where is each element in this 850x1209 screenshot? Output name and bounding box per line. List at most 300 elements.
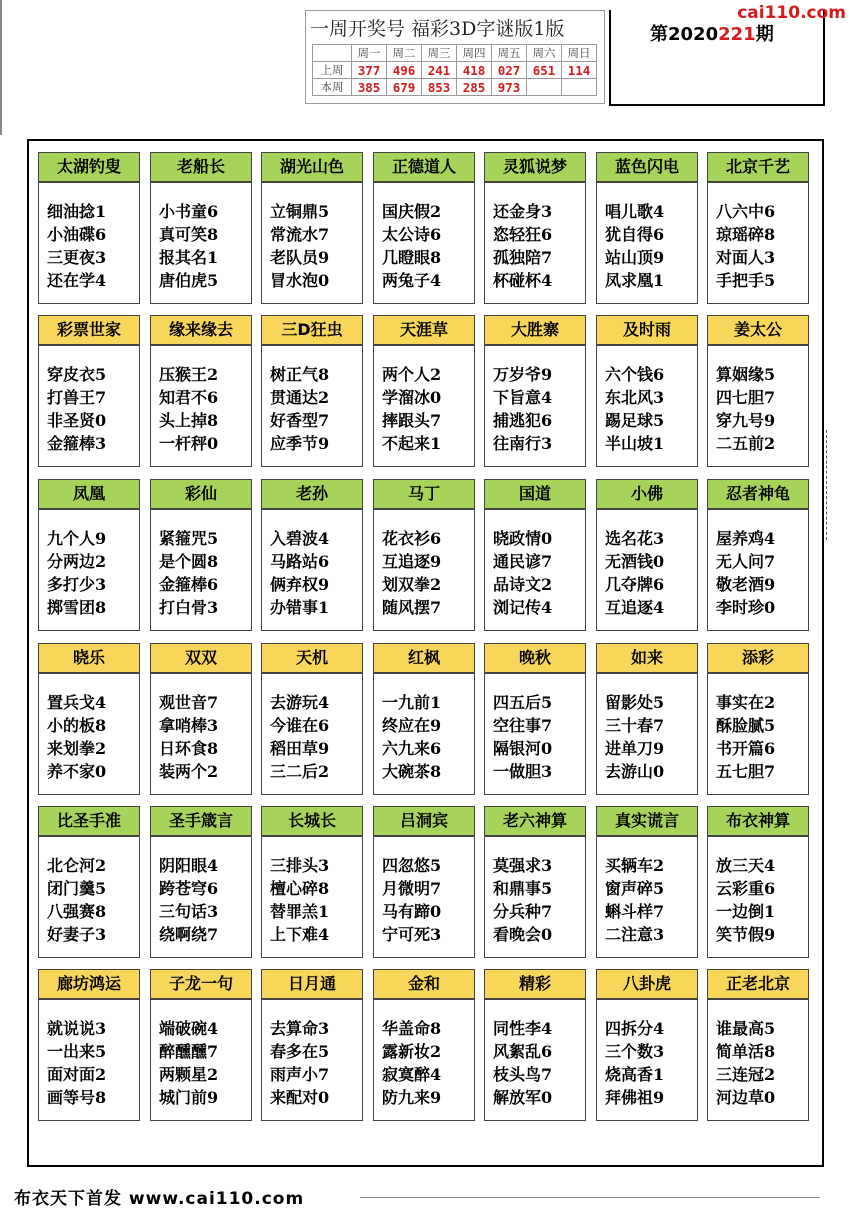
clue-line: 唱儿歌4 xyxy=(605,202,665,221)
clue-line: 国庆假2 xyxy=(382,202,442,221)
clue-line: 知君不6 xyxy=(159,388,219,407)
clue-line: 三二后2 xyxy=(270,762,330,781)
clue-line: 来划拳2 xyxy=(47,739,107,758)
clue-line: 品诗文2 xyxy=(493,575,553,594)
clue-line: 寂寞醉4 xyxy=(382,1065,442,1084)
clue-line: 手把手5 xyxy=(716,271,776,290)
header-title-main: 一周开奖号 xyxy=(310,18,406,40)
puzzle-panel xyxy=(484,479,586,629)
clue-line: 细油捻1 xyxy=(47,202,107,221)
panel-body xyxy=(373,509,475,631)
panel-title: 凤凰 xyxy=(38,479,140,509)
clue-line: 真可笑8 xyxy=(159,225,219,244)
clue-line: 八强赛8 xyxy=(47,902,107,921)
clue-line: 拿哨棒3 xyxy=(159,716,219,735)
panel-title: 彩票世家 xyxy=(38,315,140,345)
clue-line: 春多在5 xyxy=(270,1042,330,1061)
clue-line: 去游山0 xyxy=(605,762,665,781)
clue-line: 露新妆2 xyxy=(382,1042,442,1061)
clue-line: 李时珍0 xyxy=(716,598,776,617)
draw-number xyxy=(527,79,562,96)
clue-line: 恣轻狂6 xyxy=(493,225,553,244)
clue-line: 几夺牌6 xyxy=(605,575,665,594)
clue-line: 二注意3 xyxy=(605,925,665,944)
puzzle-panel xyxy=(484,315,586,465)
clue-line: 酥脸腻5 xyxy=(716,716,776,735)
clue-line: 跨苍穹6 xyxy=(159,879,219,898)
clue-line: 装两个2 xyxy=(159,762,219,781)
day-cell: 周四 xyxy=(457,45,492,62)
clue-line: 穿九号9 xyxy=(716,411,776,430)
puzzle-panel xyxy=(150,969,252,1119)
puzzle-panel xyxy=(707,315,809,465)
clue-line: 是个圆8 xyxy=(159,552,219,571)
header-title-edition: 福彩3D字谜版1版 xyxy=(411,18,565,40)
panel-title: 吕洞宾 xyxy=(373,806,475,836)
day-cell: 周二 xyxy=(387,45,422,62)
panel-body xyxy=(261,345,363,467)
clue-line: 互追逐9 xyxy=(382,552,442,571)
panel-title: 圣手箴言 xyxy=(150,806,252,836)
clue-line: 好妻子3 xyxy=(47,925,107,944)
puzzle-panel xyxy=(373,806,475,956)
clue-line: 窗声碎5 xyxy=(605,879,665,898)
clue-line: 六个钱6 xyxy=(605,365,665,384)
issue-number xyxy=(650,20,774,46)
panel-title: 马丁 xyxy=(373,479,475,509)
clue-line: 两颗星2 xyxy=(159,1065,219,1084)
clue-line: 两兔子4 xyxy=(382,271,442,290)
clue-line: 枝头鸟7 xyxy=(493,1065,553,1084)
panel-title: 正老北京 xyxy=(707,969,809,999)
puzzle-panel xyxy=(596,806,698,956)
day-cell: 周一 xyxy=(352,45,387,62)
panel-body xyxy=(261,999,363,1121)
panel-title: 北京千艺 xyxy=(707,152,809,182)
clue-line: 一做胆3 xyxy=(493,762,553,781)
clue-line: 事实在2 xyxy=(716,693,776,712)
clue-line: 冒水泡0 xyxy=(270,271,330,290)
clue-line: 三连冠2 xyxy=(716,1065,776,1084)
puzzle-panel xyxy=(484,969,586,1119)
panel-body xyxy=(484,509,586,631)
panel-body xyxy=(484,836,586,958)
clue-line: 不起来1 xyxy=(382,434,442,453)
clue-line: 算姻缘5 xyxy=(716,365,776,384)
clue-line: 买辆车2 xyxy=(605,856,665,875)
puzzle-panel xyxy=(261,969,363,1119)
clue-line: 檀心碎8 xyxy=(270,879,330,898)
clue-line: 烧高香1 xyxy=(605,1065,665,1084)
panel-title: 晓乐 xyxy=(38,643,140,673)
panel-title: 忍者神龟 xyxy=(707,479,809,509)
panel-title: 及时雨 xyxy=(596,315,698,345)
panel-body xyxy=(373,836,475,958)
panel-body xyxy=(38,836,140,958)
clue-line: 养不家0 xyxy=(47,762,107,781)
clue-line: 树正气8 xyxy=(270,365,330,384)
clue-line: 通民谚7 xyxy=(493,552,553,571)
clue-line: 替罪羔1 xyxy=(270,902,330,921)
this-week-label: 本周 xyxy=(313,79,352,96)
this-week-row xyxy=(313,79,597,96)
clue-line: 今谁在6 xyxy=(270,716,330,735)
panel-body xyxy=(38,999,140,1121)
panel-body xyxy=(38,345,140,467)
clue-line: 金箍棒3 xyxy=(47,434,107,453)
clue-line: 学溜冰0 xyxy=(382,388,442,407)
clue-line: 无酒钱0 xyxy=(605,552,665,571)
draw-number: 377 xyxy=(352,62,387,79)
panel-body xyxy=(261,836,363,958)
clue-line: 城门前9 xyxy=(159,1088,219,1107)
panel-body xyxy=(707,182,809,304)
clue-line: 摔跟头7 xyxy=(382,411,442,430)
clue-line: 多打少3 xyxy=(47,575,107,594)
puzzle-panel xyxy=(596,643,698,793)
clue-line: 还在学4 xyxy=(47,271,107,290)
header-title xyxy=(310,14,570,41)
day-cell: 周六 xyxy=(527,45,562,62)
panel-title: 缘来缘去 xyxy=(150,315,252,345)
puzzle-panel xyxy=(373,969,475,1119)
panel-body xyxy=(261,673,363,795)
clue-line: 唐伯虎5 xyxy=(159,271,219,290)
panel-body xyxy=(707,836,809,958)
clue-line: 云彩重6 xyxy=(716,879,776,898)
puzzle-panel xyxy=(373,479,475,629)
clue-line: 互追逐4 xyxy=(605,598,665,617)
panel-body xyxy=(150,999,252,1121)
clue-line: 一边倒1 xyxy=(716,902,776,921)
panel-title: 小佛 xyxy=(596,479,698,509)
clue-line: 谁最高5 xyxy=(716,1019,776,1038)
clue-line: 华盖命8 xyxy=(382,1019,442,1038)
panel-title: 晚秋 xyxy=(484,643,586,673)
clue-line: 雨声小7 xyxy=(270,1065,330,1084)
panel-body xyxy=(38,673,140,795)
clue-line: 几瞪眼8 xyxy=(382,248,442,267)
clue-line: 常流水7 xyxy=(270,225,330,244)
panel-title: 太湖钓叟 xyxy=(38,152,140,182)
panel-title: 八卦虎 xyxy=(596,969,698,999)
clue-line: 金箍棒6 xyxy=(159,575,219,594)
clue-line: 解放军0 xyxy=(493,1088,553,1107)
clue-line: 半山坡1 xyxy=(605,434,665,453)
puzzle-panel xyxy=(707,643,809,793)
clue-line: 醉醺醺7 xyxy=(159,1042,219,1061)
clue-line: 简单活8 xyxy=(716,1042,776,1061)
panel-title: 天涯草 xyxy=(373,315,475,345)
panel-title: 日月通 xyxy=(261,969,363,999)
day-cell: 周日 xyxy=(562,45,597,62)
puzzle-panel xyxy=(38,969,140,1119)
clue-line: 闭门羹5 xyxy=(47,879,107,898)
puzzle-panel xyxy=(707,969,809,1119)
draw-number: 651 xyxy=(527,62,562,79)
clue-line: 和鼎事5 xyxy=(493,879,553,898)
clue-line: 三句话3 xyxy=(159,902,219,921)
clue-line: 九个人9 xyxy=(47,529,107,548)
clue-line: 画等号8 xyxy=(47,1088,107,1107)
clue-line: 放三天4 xyxy=(716,856,776,875)
panel-title: 天机 xyxy=(261,643,363,673)
panel-body xyxy=(373,999,475,1121)
panel-body xyxy=(707,999,809,1121)
clue-line: 小书童6 xyxy=(159,202,219,221)
puzzle-panel xyxy=(38,152,140,302)
footer-rule xyxy=(360,1197,820,1198)
draw-number xyxy=(562,79,597,96)
issue-digits: 221 xyxy=(718,24,756,45)
puzzle-panel xyxy=(484,152,586,302)
panel-body xyxy=(596,345,698,467)
clue-line: 办错事1 xyxy=(270,598,330,617)
clue-line: 三十春7 xyxy=(605,716,665,735)
puzzle-panel xyxy=(373,643,475,793)
clue-line: 马有蹄0 xyxy=(382,902,442,921)
clue-line: 下旨意4 xyxy=(493,388,553,407)
puzzle-panel xyxy=(150,643,252,793)
panel-title: 精彩 xyxy=(484,969,586,999)
puzzle-panel xyxy=(150,152,252,302)
clue-line: 报其名1 xyxy=(159,248,219,267)
puzzle-panel xyxy=(38,479,140,629)
draw-number: 496 xyxy=(387,62,422,79)
clue-line: 四拆分4 xyxy=(605,1019,665,1038)
clue-line: 看晚会0 xyxy=(493,925,553,944)
clue-line: 琼瑶碎8 xyxy=(716,225,776,244)
puzzle-panel xyxy=(373,152,475,302)
clue-line: 蝌斗样7 xyxy=(605,902,665,921)
clue-line: 六九来6 xyxy=(382,739,442,758)
panel-body xyxy=(484,182,586,304)
puzzle-panel xyxy=(38,315,140,465)
clue-line: 四五后5 xyxy=(493,693,553,712)
clue-line: 拜佛祖9 xyxy=(605,1088,665,1107)
clue-line: 紧箍咒5 xyxy=(159,529,219,548)
puzzle-panel xyxy=(150,315,252,465)
puzzle-panel xyxy=(261,479,363,629)
clue-line: 面对面2 xyxy=(47,1065,107,1084)
clue-line: 风絮乱6 xyxy=(493,1042,553,1061)
corner-cell xyxy=(313,45,352,62)
puzzle-panel xyxy=(261,643,363,793)
panel-body xyxy=(150,509,252,631)
clue-line: 凤求凰1 xyxy=(605,271,665,290)
clue-line: 留影处5 xyxy=(605,693,665,712)
clue-line: 置兵戈4 xyxy=(47,693,107,712)
panel-body xyxy=(373,673,475,795)
clue-line: 空往事7 xyxy=(493,716,553,735)
clue-line: 两个人2 xyxy=(382,365,442,384)
puzzle-panel xyxy=(38,806,140,956)
clue-line: 入碧波4 xyxy=(270,529,330,548)
panel-body xyxy=(596,509,698,631)
panel-title: 正德道人 xyxy=(373,152,475,182)
left-edge-line xyxy=(0,0,2,135)
clue-line: 无人问7 xyxy=(716,552,776,571)
clue-line: 笑节假9 xyxy=(716,925,776,944)
puzzle-panel xyxy=(373,315,475,465)
site-logo-text[interactable]: cai110.com xyxy=(737,3,846,23)
panel-title: 大胜寨 xyxy=(484,315,586,345)
panel-body xyxy=(707,509,809,631)
clue-line: 上下难4 xyxy=(270,925,330,944)
clue-line: 花衣衫6 xyxy=(382,529,442,548)
clue-line: 好香型7 xyxy=(270,411,330,430)
clue-line: 三个数3 xyxy=(605,1042,665,1061)
draw-number: 285 xyxy=(457,79,492,96)
puzzle-panel xyxy=(150,806,252,956)
panel-body xyxy=(261,182,363,304)
clue-line: 三更夜3 xyxy=(47,248,107,267)
clue-line: 应季节9 xyxy=(270,434,330,453)
puzzle-panel xyxy=(596,315,698,465)
panel-body xyxy=(484,673,586,795)
clue-line: 对面人3 xyxy=(716,248,776,267)
panel-title: 灵狐说梦 xyxy=(484,152,586,182)
panel-body xyxy=(150,836,252,958)
puzzle-panel xyxy=(261,152,363,302)
clue-line: 浏记传4 xyxy=(493,598,553,617)
issue-suffix: 期 xyxy=(755,24,774,45)
clue-line: 小油碟6 xyxy=(47,225,107,244)
clue-line: 大碗茶8 xyxy=(382,762,442,781)
panel-body xyxy=(38,182,140,304)
puzzle-panel xyxy=(596,152,698,302)
clue-line: 端破碗4 xyxy=(159,1019,219,1038)
clue-line: 打兽王7 xyxy=(47,388,107,407)
clue-line: 太公诗6 xyxy=(382,225,442,244)
clue-line: 打白骨3 xyxy=(159,598,219,617)
panel-body xyxy=(150,182,252,304)
panel-title: 双双 xyxy=(150,643,252,673)
panel-title: 蓝色闪电 xyxy=(596,152,698,182)
clue-line: 稻田草9 xyxy=(270,739,330,758)
clue-line: 隔银河0 xyxy=(493,739,553,758)
clue-line: 去算命3 xyxy=(270,1019,330,1038)
clue-line: 防九来9 xyxy=(382,1088,442,1107)
panel-body xyxy=(373,345,475,467)
clue-line: 屋养鸡4 xyxy=(716,529,776,548)
clue-line: 宁可死3 xyxy=(382,925,442,944)
clue-line: 立铜鼎5 xyxy=(270,202,330,221)
clue-line: 观世音7 xyxy=(159,693,219,712)
clue-line: 一九前1 xyxy=(382,693,442,712)
panel-body xyxy=(596,836,698,958)
panel-title: 老六神算 xyxy=(484,806,586,836)
puzzle-panel xyxy=(707,479,809,629)
puzzle-panel xyxy=(261,806,363,956)
panel-body xyxy=(484,999,586,1121)
day-header-row xyxy=(313,45,597,62)
panel-title: 真实谎言 xyxy=(596,806,698,836)
panel-title: 子龙一句 xyxy=(150,969,252,999)
draw-number: 853 xyxy=(422,79,457,96)
clue-line: 随风摆7 xyxy=(382,598,442,617)
last-week-row xyxy=(313,62,597,79)
clue-line: 小的板8 xyxy=(47,716,107,735)
clue-line: 四七胆7 xyxy=(716,388,776,407)
clue-line: 阴阳眼4 xyxy=(159,856,219,875)
panel-body xyxy=(150,673,252,795)
clue-line: 同性李4 xyxy=(493,1019,553,1038)
panel-body xyxy=(707,345,809,467)
draw-number: 418 xyxy=(457,62,492,79)
draw-results-table xyxy=(312,44,597,96)
panel-title: 如来 xyxy=(596,643,698,673)
panel-title: 廊坊鸿运 xyxy=(38,969,140,999)
puzzle-panel xyxy=(484,643,586,793)
draw-number: 973 xyxy=(492,79,527,96)
clue-line: 敬老酒9 xyxy=(716,575,776,594)
clue-line: 河边草0 xyxy=(716,1088,776,1107)
clue-line: 八六中6 xyxy=(716,202,776,221)
draw-number: 114 xyxy=(562,62,597,79)
puzzle-panel xyxy=(596,479,698,629)
clue-line: 去游玩4 xyxy=(270,693,330,712)
clue-line: 二五前2 xyxy=(716,434,776,453)
clue-line: 穿皮衣5 xyxy=(47,365,107,384)
panel-body xyxy=(707,673,809,795)
clue-line: 掷雪团8 xyxy=(47,598,107,617)
clue-line: 进单刀9 xyxy=(605,739,665,758)
clue-line: 来配对0 xyxy=(270,1088,330,1107)
puzzle-panel xyxy=(150,479,252,629)
clue-line: 捕逃犯6 xyxy=(493,411,553,430)
puzzle-panel xyxy=(484,806,586,956)
panel-title: 湖光山色 xyxy=(261,152,363,182)
draw-number: 385 xyxy=(352,79,387,96)
clue-line: 就说说3 xyxy=(47,1019,107,1038)
clue-line: 一杆秤0 xyxy=(159,434,219,453)
clue-line: 还金身3 xyxy=(493,202,553,221)
panel-title: 添彩 xyxy=(707,643,809,673)
clue-line: 老队员9 xyxy=(270,248,330,267)
panel-title: 国道 xyxy=(484,479,586,509)
panel-title: 老船长 xyxy=(150,152,252,182)
panel-body xyxy=(596,999,698,1121)
clue-line: 三排头3 xyxy=(270,856,330,875)
panel-body xyxy=(484,345,586,467)
clue-line: 马路站6 xyxy=(270,552,330,571)
clue-line: 东北风3 xyxy=(605,388,665,407)
clue-line: 选名花3 xyxy=(605,529,665,548)
clue-line: 分兵种7 xyxy=(493,902,553,921)
clue-line: 日环食8 xyxy=(159,739,219,758)
clue-line: 分两边2 xyxy=(47,552,107,571)
clue-line: 一出来5 xyxy=(47,1042,107,1061)
day-cell: 周五 xyxy=(492,45,527,62)
clue-line: 万岁爷9 xyxy=(493,365,553,384)
panel-title: 姜太公 xyxy=(707,315,809,345)
clue-line: 孤独陪7 xyxy=(493,248,553,267)
clue-line: 头上掉8 xyxy=(159,411,219,430)
panel-title: 金和 xyxy=(373,969,475,999)
clue-line: 非圣贤0 xyxy=(47,411,107,430)
clue-line: 往南行3 xyxy=(493,434,553,453)
panel-body xyxy=(373,182,475,304)
last-week-label: 上周 xyxy=(313,62,352,79)
clue-line: 月微明7 xyxy=(382,879,442,898)
clue-line: 划双拳2 xyxy=(382,575,442,594)
draw-number: 679 xyxy=(387,79,422,96)
panel-title: 老孙 xyxy=(261,479,363,509)
clue-line: 贯通达2 xyxy=(270,388,330,407)
clue-line: 终应在9 xyxy=(382,716,442,735)
panel-title: 比圣手准 xyxy=(38,806,140,836)
